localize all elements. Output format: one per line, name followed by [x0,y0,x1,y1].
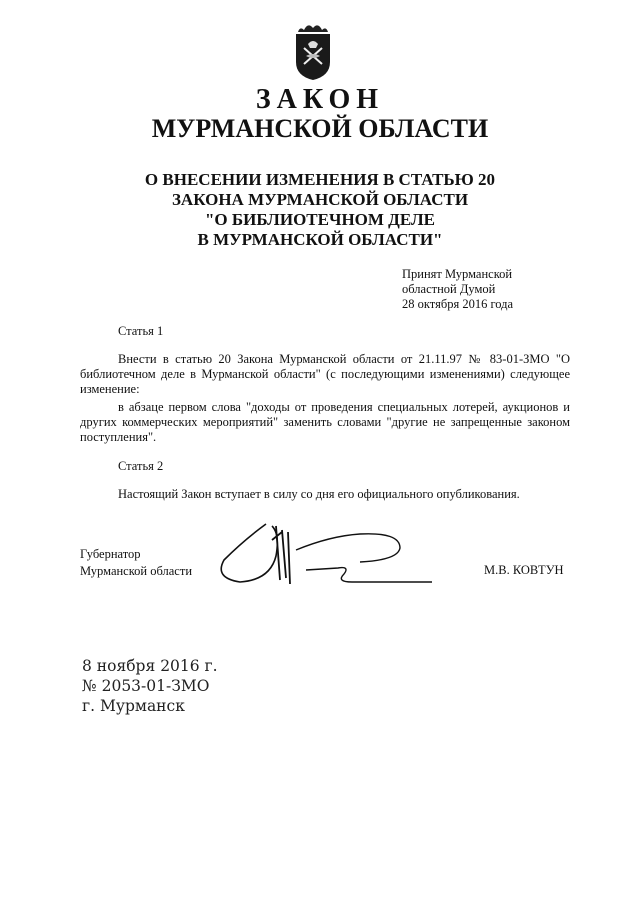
subject-line: ЗАКОНА МУРМАНСКОЙ ОБЛАСТИ [171,190,469,209]
position-line: Губернатор [80,547,141,561]
law-subject [0,170,640,250]
governor-name: М.В. КОВТУН [484,563,564,577]
article-2-heading: Статья 2 [118,459,164,473]
region-title: МУРМАНСКОЙ ОБЛАСТИ [151,114,489,143]
subject-line: В МУРМАНСКОЙ ОБЛАСТИ" [197,230,443,249]
adoption-date: 28 октября 2016 года [402,297,514,311]
governor-position [80,546,192,580]
subject-line: О ВНЕСЕНИИ ИЗМЕНЕНИЯ В СТАТЬЮ 20 [144,170,496,189]
article-1-heading: Статья 1 [118,324,164,338]
governor-signature [210,520,440,600]
adoption-line: Принят Мурманской [402,267,513,281]
law-number: № 2053-01-ЗМО [82,677,210,695]
law-title: ЗАКОН [255,84,385,115]
coat-of-arms-icon [290,18,336,82]
article-2-paragraph: Настоящий Закон вступает в силу со дня его официального опубликования. [118,487,520,501]
adoption-line: областной Думой [402,282,496,296]
position-line: Мурманской области [80,564,193,578]
article-1-paragraph-1: Внести в статью 20 Закона Мурманской области от 21.11.97 № 83-01-ЗМО "О библиотечном деле в Мурманской области" (с последующими изменениями) следующее изменение: [80,352,570,396]
city: г. Мурманск [82,697,185,715]
subject-line: "О БИБЛИОТЕЧНОМ ДЕЛЕ [204,210,435,229]
signing-date: 8 ноября 2016 г. [82,657,218,675]
article-1-paragraph-2: в абзаце первом слова "доходы от проведения специальных лотерей, аукционов и других коммерческих мероприятий" заменить словами "другие не запрещенные законом поступления". [80,400,570,444]
adoption-note [402,267,513,312]
